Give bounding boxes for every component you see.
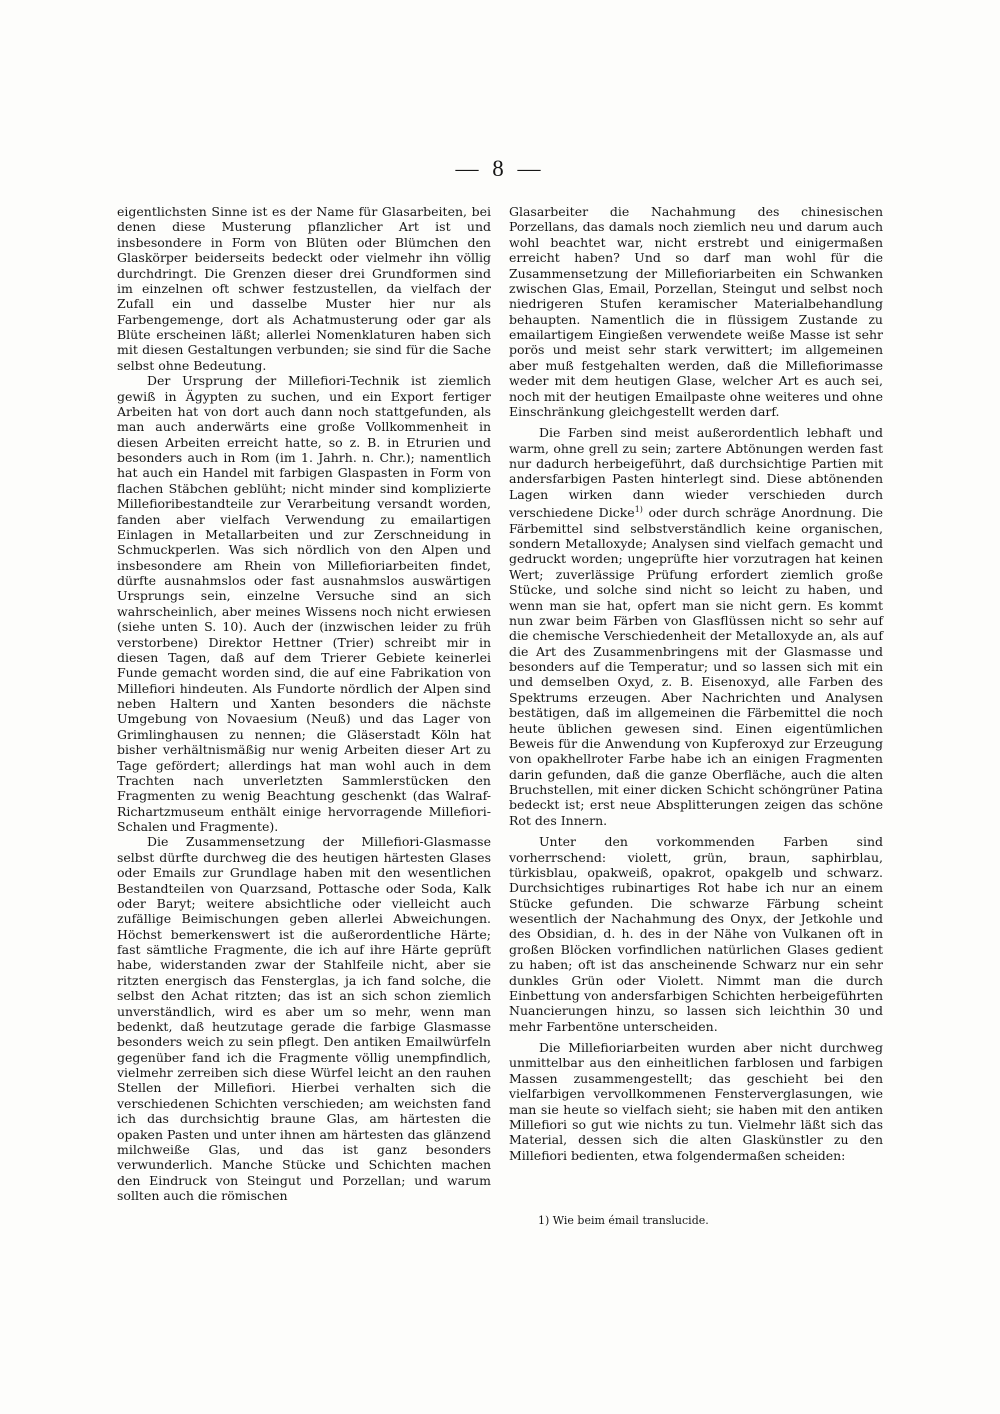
paragraph (509, 425, 883, 828)
paragraph: Die Zusammensetzung der Millefiori-Glasmasse selbst dürfte durchweg die des heutigen härtesten Glases oder Emails zur Grundlage haben mit den wesentlichen Bestandteilen von Quarzsand, Pottasche oder Soda, Kalk oder Baryt; weitere absichtliche oder vielleicht auch zufällige Beimischungen geben allerlei Abweichungen. Höchst bemerkenswert ist die außerordentliche Härte; fast sämtliche Fragmente, die ich auf ihre Härte geprüft habe, widerstanden zwar der Stahlfeile nicht, aber sie ritzten energisch das Fensterglas, ja ich fand solche, die selbst den Achat ritzten; das ist an sich schon ziemlich unverständlich, wird es aber um so mehr, wenn man bedenkt, daß heutzutage gerade die farbige Glasmasse besonders weich zu sein pflegt. Den antiken Emailwürfeln gegenüber fand ich die Fragmente völlig unempfindlich, vielmehr zerreiben sich diese Würfel leicht an den rauhen Stellen der Millefiori. Hierbei verhalten sich die verschiedenen Schichten verschieden; am weichsten fand ich das durchsichtig braune Glas, am härtesten die opaken Pasten und unter ihnen am härtesten das glänzend milchweiße Glas, und das ist ganz besonders verwunderlich. Manche Stücke und Schichten machen den Eindruck von Steingut und Porzellan; und warum sollten auch die römischen (117, 834, 491, 1203)
footnote-reference: 1) (634, 505, 643, 515)
paragraph: Unter den vorkommenden Farben sind vorherrschend: violett, grün, braun, saphirblau, türkisblau, opakweiß, opakrot, opakgelb und schwarz. Durchsichtiges rubinartiges Rot habe ich nur an einem Stücke gefunden. Die schwarze Färbung scheint wesentlich der Nachahmung des Onyx, der Jetkohle und des Obsidian, d. h. des in der Nähe von Vulkanen oft in großen Blöcken vorfindlichen natürlichen Glases gedient zu haben; oft ist das anscheinende Schwarz nur ein sehr dunkles Grün oder Violett. Nimmt man die durch Einbettung von andersfarbigen Schichten herbeigeführten Nuancierungen hinzu, so lassen sich leichthin 30 und mehr Farbentöne unterscheiden. (509, 834, 883, 1034)
paragraph: Die Millefioriarbeiten wurden aber nicht durchweg unmittelbar aus den einheitlichen farblosen und farbigen Massen zusammengestellt; das geschieht bei den vielfarbigen vervollkommenen Fensterverglasungen, wie man sie heute so vielfach sieht; sie haben mit den antiken Millefiori so gut wie nichts zu tun. Vielmehr läßt sich das Material, dessen sich die alten Glaskünstler zu den Millefiori bedienten, etwa folgendermaßen scheiden: (509, 1040, 883, 1163)
paragraph-text: Die Farben sind meist außerordentlich lebhaft und warm, ohne grell zu sein; zartere Abtönungen werden fast nur dadurch herbeigeführt, daß durchsichtige Partien mit andersfarbigen Pasten hinterlegt sind. Diese abtönenden Lagen wirken dann wieder verschieden durch verschiedene Dicke (509, 425, 883, 521)
paragraph: Glasarbeiter die Nachahmung des chinesischen Porzellans, das damals noch ziemlich neu und darum auch wohl beachtet war, nicht erstrebt und einigermaßen erreicht haben? Und so darf man wohl für die Zusammensetzung der Millefioriarbeiten ein Schwanken zwischen Glas, Email, Porzellan, Steingut und selbst noch niedrigeren Stufen keramischer Materialbehandlung behaupten. Namentlich die in flüssigem Zustande zu emailartigem Eingießen verwendete weiße Masse ist sehr porös und meist sehr stark verwittert; im allgemeinen aber muß festgehalten werden, daß die Millefiorimasse weder mit dem heutigen Glase, welcher Art es auch sei, noch mit der heutigen Emailpaste ohne weiteres und ohne Einschränkung gleichgestellt werden darf. (509, 204, 883, 419)
right-column (509, 204, 883, 1163)
page-number: — 8 — (455, 156, 545, 181)
paragraph: eigentlichsten Sinne ist es der Name für Glasarbeiten, bei denen diese Musterung pflanzlicher Art ist und insbesondere in Form von Blüten oder Blümchen den Glaskörper beiderseits bedeckt oder vielmehr ihn völlig durchdringt. Die Grenzen dieser drei Grundformen sind im einzelnen oft schwer festzustellen, da vielfach der Zufall ein und dasselbe Muster hier nur als Farbengemenge, dort als Achatmusterung oder gar als Blüte erscheinen läßt; allerlei Nomenklaturen haben sich mit diesen Gestaltungen verbunden; sie sind für die Sache selbst ohne Bedeutung. (117, 204, 491, 373)
paragraph: Der Ursprung der Millefiori-Technik ist ziemlich gewiß in Ägypten zu suchen, und ein Export fertiger Arbeiten hat von dort auch dann noch stattgefunden, als man auch anderwärts eine große Vollkommenheit in diesen Arbeiten erreicht hatte, so z. B. in Etrurien und besonders auch in Rom (im 1. Jahrh. n. Chr.); namentlich hat auch ein Handel mit farbigen Glaspasten in Form von flachen Stäbchen geblüht; nicht minder sind komplizierte Millefioribestandteile zur Verarbeitung versandt worden, fanden aber vielfach Verwendung zu emailartigen Einlagen in Metallarbeiten und zur Zerschneidung in Schmuckperlen. Was sich nördlich von den Alpen und insbesondere am Rhein von Millefioriarbeiten findet, dürfte ausnahmslos oder fast ausnahmslos auswärtigen Ursprungs sein, einzelne Versuche sind an sich wahrscheinlich, aber meines Wissens noch nicht erwiesen (siehe unten S. 10). Auch der (inzwischen leider zu früh verstorbene) Direktor Hettner (Trier) schreibt mir in diesen Tagen, daß auf dem Trierer Gebiete keinerlei Funde gemacht worden sind, die auf eine Fabrikation von Millefiori hindeuten. Als Fundorte nördlich der Alpen sind neben Haltern und Xanten besonders die nächste Umgebung von Novaesium (Neuß) und das Lager von Grimlinghausen zu nennen; die Gläserstadt Köln hat bisher verhältnismäßig nur wenig Arbeiten dieser Art zu Tage gefördert; allerdings hat man wohl auch in dem Trachten nach unverletzten Sammlerstücken den Fragmenten zu wenig Beachtung geschenkt (das Walraf-Richartzmuseum enthält einige hervorragende Millefiori-Schalen und Fragmente). (117, 373, 491, 834)
paragraph-text: oder durch schräge Anordnung. Die Färbemittel sind selbstverständlich keine organischen, sondern Metalloxyde; Analysen sind vielfach gemacht und gedruckt worden; ungeprüfte hier vorzutragen hat keinen Wert; zuverlässige Prüfung erfordert ziemlich große Stücke, und solche sind nicht so leicht zu haben, und wenn man sie hat, opfert man sie nicht gern. Es kommt nun zwar beim Färben von Glasflüssen nicht so sehr auf die chemische Verschiedenheit der Metalloxyde an, als auf die Art des Zusammenbringens mit der Glasmasse und besonders auf die Temperatur; und so lassen sich mit ein und demselben Oxyd, z. B. Eisenoxyd, alle Farben des Spektrums erzeugen. Aber Nachrichten und Analysen bestätigen, daß im allgemeinen die Färbemittel die noch heute üblichen gewesen sind. Einen eigentümlichen Beweis für die Anwendung von Kupferoxyd zur Erzeugung von opakhellroter Farbe habe ich an einigen Fragmenten darin gefunden, daß die ganze Oberfläche, auch die alten Bruchstellen, mit einer dicken Schicht schöngrüner Patina bedeckt ist; erst neue Absplitterungen zeigen das schöne Rot des Innern. (509, 505, 884, 828)
left-column (117, 204, 491, 1203)
footnote: 1) Wie beim émail translucide. (538, 1214, 709, 1227)
